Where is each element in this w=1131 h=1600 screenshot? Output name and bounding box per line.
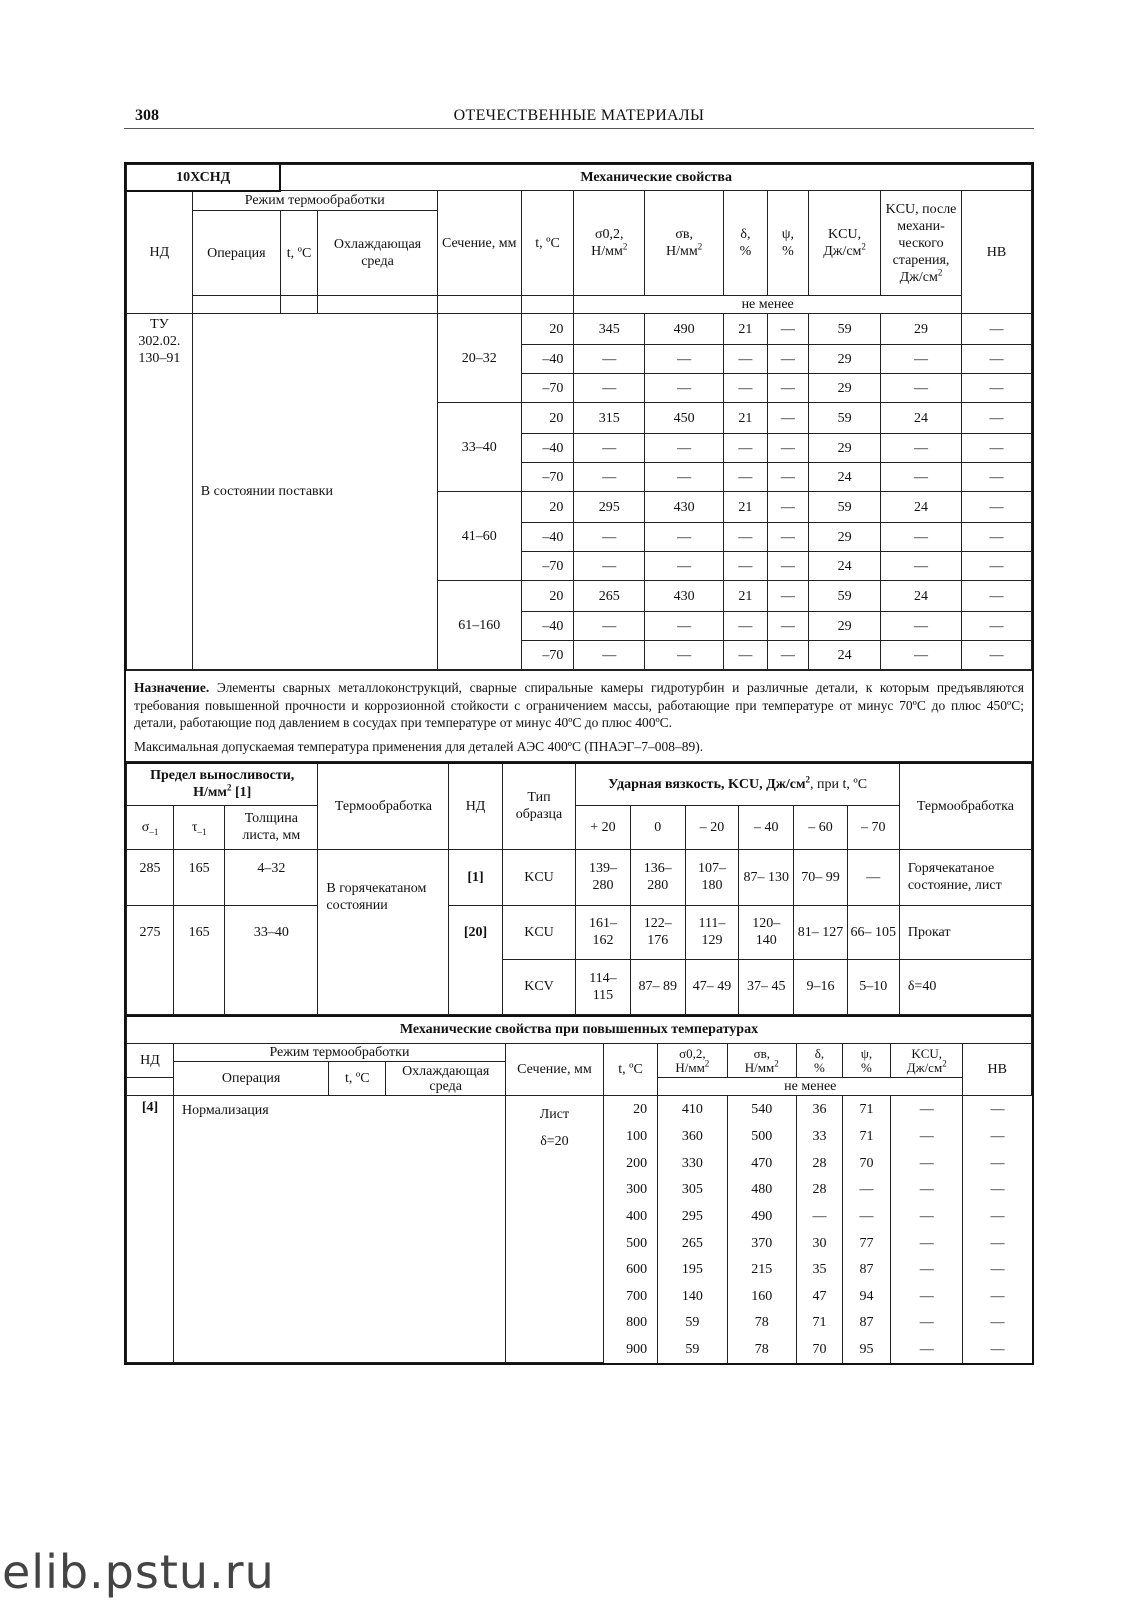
t2-tau-0: 165: [174, 849, 225, 905]
t2-heat-value: В горячекатаном состоянии: [318, 849, 449, 1014]
t2-nd-1: [20]: [449, 905, 502, 1014]
t2-v-2-3: 37– 45: [739, 959, 794, 1014]
t1-cell: —: [574, 434, 645, 463]
t1-cell: —: [961, 434, 1031, 463]
t1-operation-value: В состоянии поставки: [192, 314, 437, 670]
t1-cell: —: [645, 463, 724, 492]
t1-h-kcu: KCU, $Дж/см^2$: [809, 191, 881, 296]
t1-cell: —: [724, 345, 768, 374]
t3-h-temp: t, ºС: [603, 1044, 657, 1096]
page-header: [124, 106, 1034, 129]
t1-h-regime: Режим термообработки: [192, 191, 437, 211]
t1-cell: —: [574, 552, 645, 581]
t1-h-cooling: Охлаждающая среда: [318, 211, 437, 296]
t1-cell: —: [961, 552, 1031, 581]
t3-cell: —: [963, 1096, 1032, 1124]
t1-cell: —: [574, 612, 645, 641]
t1-h-nemenee: не менее: [574, 296, 962, 314]
t2-v-1-0: 161– 162: [576, 905, 630, 959]
t1-cell: 24: [881, 403, 962, 434]
t3-h-kcu: KCU, $Дж/см^2$: [890, 1044, 963, 1078]
t3-cell: —: [963, 1283, 1032, 1310]
t3-cell: 47: [797, 1283, 843, 1310]
t3-cell: 35: [797, 1256, 843, 1283]
t1-cell: 29: [809, 523, 881, 552]
t3-cell: 215: [727, 1256, 796, 1283]
t2-thick-1: 33–40: [225, 905, 318, 1014]
t1-body: [127, 314, 1032, 670]
t2-h-temp-2: – 20: [685, 805, 738, 849]
t3-title: Механические свойства при повышенных температурах: [127, 1016, 1032, 1044]
t3-h-regime: Режим термообработки: [173, 1044, 505, 1062]
t1-h-sv: σв, $Н/мм^2$: [645, 191, 724, 296]
t3-cell: 71: [797, 1310, 843, 1337]
t3-cell: —: [890, 1177, 963, 1204]
t1-cell: 490: [645, 314, 724, 345]
t3-cell: 470: [727, 1150, 796, 1177]
t1-cell: 59: [809, 492, 881, 523]
t1-cell: —: [645, 345, 724, 374]
t3-cell: 28: [797, 1177, 843, 1204]
t1-cell: 430: [645, 581, 724, 612]
t3-cell: 900: [603, 1336, 657, 1363]
t3-nd-value: [4]: [127, 1096, 174, 1363]
t1-cell: —: [767, 523, 809, 552]
grade-label: 10ХСНД: [127, 165, 281, 191]
t3-cell: —: [963, 1310, 1032, 1337]
t2-v-2-5: 5–10: [847, 959, 899, 1014]
t1-cell: –40: [521, 434, 574, 463]
t1-h-gap1: [192, 296, 280, 314]
t1-cell: 20: [521, 314, 574, 345]
t3-cell: —: [842, 1203, 890, 1230]
t1-cell: –70: [521, 552, 574, 581]
t2-v-0-1: 136– 280: [630, 849, 685, 905]
t3-h-gap: [127, 1078, 174, 1096]
t1-cell: —: [961, 523, 1031, 552]
t1-cell: —: [767, 403, 809, 434]
purpose-note: [126, 670, 1032, 762]
t3-cell: 600: [603, 1256, 657, 1283]
t1-cell: —: [767, 581, 809, 612]
t1-cell: —: [881, 463, 962, 492]
t3-cell: —: [963, 1336, 1032, 1363]
t1-h-hb: НВ: [961, 191, 1031, 314]
t3-cell: 490: [727, 1203, 796, 1230]
t1-cell: 21: [724, 492, 768, 523]
t1-cell: —: [767, 492, 809, 523]
t3-cell: 59: [658, 1310, 727, 1337]
t1-title: Механические свойства: [280, 165, 1031, 191]
t2-sigma-1: 275: [127, 905, 174, 1014]
t3-cell: 70: [797, 1336, 843, 1363]
elevated-temperature-table: [126, 1015, 1032, 1364]
t3-cell: 36: [797, 1096, 843, 1124]
t3-cell: 195: [658, 1256, 727, 1283]
t2-v-2-2: 47– 49: [685, 959, 738, 1014]
t1-cell: —: [645, 612, 724, 641]
t1-cell: –40: [521, 612, 574, 641]
t2-v-0-2: 107– 180: [685, 849, 738, 905]
t1-cell: —: [724, 434, 768, 463]
t1-cell: —: [645, 434, 724, 463]
t3-cell: 30: [797, 1230, 843, 1257]
t1-cell: –70: [521, 374, 574, 403]
t1-h-nd: НД: [127, 191, 193, 314]
mechanical-properties-table: [126, 164, 1032, 670]
t2-nd-0: [1]: [449, 849, 502, 905]
t1-cell: —: [574, 374, 645, 403]
t1-cell: 59: [809, 403, 881, 434]
t2-v-2-4: 9–16: [794, 959, 847, 1014]
t1-cell: —: [881, 523, 962, 552]
t3-h-operation: Операция: [173, 1062, 328, 1096]
t3-cell: 700: [603, 1283, 657, 1310]
t3-section-value: [505, 1096, 603, 1363]
t3-cell: 77: [842, 1230, 890, 1257]
t1-cell: –40: [521, 345, 574, 374]
t3-cell: 87: [842, 1256, 890, 1283]
t1-cell: —: [961, 374, 1031, 403]
t3-cell: 95: [842, 1336, 890, 1363]
t3-cell: —: [890, 1096, 963, 1124]
t2-heat-2: δ=40: [899, 959, 1031, 1014]
t2-h-temp-5: – 70: [847, 805, 899, 849]
t3-cell: 71: [842, 1096, 890, 1124]
t3-cell: —: [890, 1336, 963, 1363]
t1-h-section: Сечение, мм: [437, 191, 521, 296]
t1-cell: 265: [574, 581, 645, 612]
t1-cell: 20: [521, 492, 574, 523]
t3-cell: 370: [727, 1230, 796, 1257]
t2-type-1: KCU: [502, 905, 576, 959]
t1-h-gap5: [521, 296, 574, 314]
t3-cell: 160: [727, 1283, 796, 1310]
t3-cell: 360: [658, 1124, 727, 1151]
t3-cell: 540: [727, 1096, 796, 1124]
t1-cell: –40: [521, 523, 574, 552]
t1-section-value: 61–160: [437, 581, 521, 670]
t2-h-temp-4: – 60: [794, 805, 847, 849]
t1-cell: —: [961, 345, 1031, 374]
t1-cell: –70: [521, 641, 574, 670]
t3-h-hb: НВ: [963, 1044, 1032, 1096]
t1-cell: —: [574, 641, 645, 670]
t3-cell: 70: [842, 1150, 890, 1177]
t1-cell: —: [767, 612, 809, 641]
t1-cell: —: [574, 463, 645, 492]
t1-cell: —: [645, 641, 724, 670]
t3-operation-value: Нормализация: [173, 1096, 505, 1363]
t3-cell: 20: [603, 1096, 657, 1124]
t1-cell: —: [881, 434, 962, 463]
t2-v-1-5: 66– 105: [847, 905, 899, 959]
t1-h-gap3: [318, 296, 437, 314]
watermark: elib.pstu.ru: [2, 1545, 275, 1599]
t2-v-0-3: 87– 130: [739, 849, 794, 905]
t1-cell: 24: [881, 581, 962, 612]
t3-cell: 480: [727, 1177, 796, 1204]
purpose-label: Назначение.: [134, 680, 210, 695]
t1-cell: —: [961, 314, 1031, 345]
t3-cell: 330: [658, 1150, 727, 1177]
t1-cell: 29: [809, 434, 881, 463]
t3-h-psi: ψ, %: [842, 1044, 890, 1078]
running-title: ОТЕЧЕСТВЕННЫЕ МАТЕРИАЛЫ: [453, 107, 705, 124]
t1-h-gap4: [437, 296, 521, 314]
t3-cell: —: [890, 1150, 963, 1177]
t2-h-type: Тип образца: [502, 763, 576, 849]
t1-cell: —: [645, 523, 724, 552]
t1-cell: –70: [521, 463, 574, 492]
t1-h-psi: ψ, %: [767, 191, 809, 296]
t3-cell: —: [963, 1230, 1032, 1257]
t3-cell: —: [890, 1283, 963, 1310]
t1-cell: —: [767, 314, 809, 345]
t1-cell: —: [724, 463, 768, 492]
t2-type-0: KCU: [502, 849, 576, 905]
t1-h-t: t, ºС: [280, 211, 317, 296]
t1-cell: —: [767, 552, 809, 581]
t3-cell: —: [963, 1124, 1032, 1151]
t2-v-1-2: 111– 129: [685, 905, 738, 959]
t2-sigma-0: 285: [127, 849, 174, 905]
t1-h-operation: Операция: [192, 211, 280, 296]
t3-cell: 94: [842, 1283, 890, 1310]
t3-cell: —: [890, 1256, 963, 1283]
t2-h-temp-0: + 20: [576, 805, 630, 849]
t3-body: [127, 1096, 1032, 1363]
t2-tau-1: 165: [174, 905, 225, 1014]
t1-cell: —: [724, 374, 768, 403]
t1-section-value: 41–60: [437, 492, 521, 581]
t2-heat-1: Прокат: [899, 905, 1031, 959]
t2-type-2: KCV: [502, 959, 576, 1014]
t1-cell: 21: [724, 581, 768, 612]
page-number: 308: [135, 107, 159, 124]
t3-cell: 28: [797, 1150, 843, 1177]
t1-cell: —: [767, 641, 809, 670]
t3-cell: —: [842, 1177, 890, 1204]
t3-h-s02: σ0,2, $Н/мм^2$: [658, 1044, 727, 1078]
t1-h-delta: δ, %: [724, 191, 768, 296]
t2-v-0-5: —: [847, 849, 899, 905]
t3-cell: 500: [603, 1230, 657, 1257]
t3-row: [127, 1096, 1032, 1124]
t3-cell: 59: [658, 1336, 727, 1363]
purpose-text: Элементы сварных металлоконструкций, сварные спиральные камеры гидротурбин и различные детали, к которым предъявляются требования повышенной прочности и коррозионной стойкости с ограничением массы, работающие при температуре от минус 70ºС до плюс 450ºС; детали, работающие под давлением в сосудах при температуре от минус 40ºС до плюс 400ºС.: [134, 680, 1024, 730]
t1-cell: 450: [645, 403, 724, 434]
t2-thick-0: 4–32: [225, 849, 318, 905]
t2-h-tau: $\tau_{-1}$: [174, 805, 225, 849]
t1-cell: 315: [574, 403, 645, 434]
t1-cell: 24: [809, 641, 881, 670]
t3-cell: 140: [658, 1283, 727, 1310]
t1-h-s02: σ0,2, $Н/мм^2$: [574, 191, 645, 296]
t3-cell: 300: [603, 1177, 657, 1204]
t2-h-impact: Ударная вязкость, KCU, $Дж/см^2$, при t, ºС: [576, 763, 900, 805]
t1-cell: —: [767, 434, 809, 463]
t3-cell: 100: [603, 1124, 657, 1151]
t1-cell: —: [645, 552, 724, 581]
t2-v-0-0: 139– 280: [576, 849, 630, 905]
t2-heat-0: Горячекатаное состояние, лист: [899, 849, 1031, 905]
t3-cell: 78: [727, 1310, 796, 1337]
t1-cell: 345: [574, 314, 645, 345]
t1-row: [127, 314, 1032, 345]
t3-cell: 410: [658, 1096, 727, 1124]
t2-h-thickness: Толщина листа, мм: [225, 805, 318, 849]
t1-cell: —: [881, 641, 962, 670]
t2-h-endurance: Предел выносливости, $Н/мм^2$ [1]: [127, 763, 318, 805]
t3-cell: 71: [842, 1124, 890, 1151]
t2-v-1-4: 81– 127: [794, 905, 847, 959]
t2-v-0-4: 70– 99: [794, 849, 847, 905]
t1-cell: 29: [809, 612, 881, 641]
purpose-text-2: Максимальная допускаемая температура применения для деталей АЭС 400ºС (ПНАЭГ–7–008–89).: [134, 738, 704, 754]
t3-cell: 78: [727, 1336, 796, 1363]
t1-cell: 20: [521, 581, 574, 612]
t1-cell: —: [574, 523, 645, 552]
t3-cell: —: [963, 1177, 1032, 1204]
t1-cell: 24: [881, 492, 962, 523]
t2-h-sigma: $\sigma_{-1}$: [127, 805, 174, 849]
t1-cell: 59: [809, 314, 881, 345]
t3-cell: 295: [658, 1203, 727, 1230]
t2-h-temp-1: 0: [630, 805, 685, 849]
t1-h-gap2: [280, 296, 317, 314]
t3-cell: 87: [842, 1310, 890, 1337]
t3-cell: —: [797, 1203, 843, 1230]
t1-cell: —: [767, 463, 809, 492]
t1-h-kcu-aged: KCU, после механи- ческого старения, $Дж/см^2$: [881, 191, 962, 296]
t1-cell: 295: [574, 492, 645, 523]
t3-h-cooling: Охлаждающая среда: [386, 1062, 506, 1096]
t1-cell: —: [767, 345, 809, 374]
t3-cell: —: [963, 1256, 1032, 1283]
t3-cell: —: [890, 1310, 963, 1337]
t3-cell: 200: [603, 1150, 657, 1177]
t3-h-nemenee: не менее: [658, 1078, 963, 1096]
t1-cell: —: [724, 612, 768, 641]
t1-cell: —: [961, 403, 1031, 434]
t1-cell: 29: [809, 374, 881, 403]
t3-section-line2: δ=20: [540, 1134, 569, 1149]
t3-cell: 305: [658, 1177, 727, 1204]
t1-cell: —: [961, 641, 1031, 670]
t3-cell: —: [890, 1203, 963, 1230]
t3-h-t: t, ºС: [329, 1062, 386, 1096]
t1-cell: —: [724, 641, 768, 670]
material-sheet: [124, 162, 1034, 1365]
t3-section-line1: Лист: [539, 1107, 570, 1122]
t1-cell: —: [881, 374, 962, 403]
t1-cell: —: [881, 552, 962, 581]
t1-section-value: 33–40: [437, 403, 521, 492]
t2-h-heat: Термообработка: [318, 763, 449, 849]
t3-h-nd: НД: [127, 1044, 174, 1078]
t3-cell: 33: [797, 1124, 843, 1151]
t1-cell: —: [574, 345, 645, 374]
t1-cell: 430: [645, 492, 724, 523]
t1-cell: —: [881, 345, 962, 374]
t3-cell: 400: [603, 1203, 657, 1230]
t1-cell: —: [767, 374, 809, 403]
t1-cell: —: [961, 581, 1031, 612]
t2-h-nd: НД: [449, 763, 502, 849]
t3-h-sv: σв, $Н/мм^2$: [727, 1044, 796, 1078]
t3-cell: 265: [658, 1230, 727, 1257]
t1-cell: 20: [521, 403, 574, 434]
t1-cell: —: [724, 552, 768, 581]
t1-cell: 59: [809, 581, 881, 612]
t3-h-section: Сечение, мм: [505, 1044, 603, 1096]
t1-section-value: 20–32: [437, 314, 521, 403]
t3-cell: —: [890, 1124, 963, 1151]
t2-v-1-3: 120– 140: [739, 905, 794, 959]
t1-cell: —: [961, 463, 1031, 492]
t2-v-2-1: 87– 89: [630, 959, 685, 1014]
t1-h-temp: t, ºС: [521, 191, 574, 296]
t1-cell: 29: [881, 314, 962, 345]
t1-cell: 24: [809, 552, 881, 581]
t3-cell: —: [963, 1203, 1032, 1230]
t2-h-heat2: Термообработка: [899, 763, 1031, 849]
t1-cell: —: [961, 492, 1031, 523]
t3-cell: 800: [603, 1310, 657, 1337]
t1-cell: 21: [724, 314, 768, 345]
t1-cell: —: [961, 612, 1031, 641]
t1-cell: —: [881, 612, 962, 641]
t2-v-1-1: 122– 176: [630, 905, 685, 959]
t1-cell: —: [645, 374, 724, 403]
t2-h-temp-3: – 40: [739, 805, 794, 849]
endurance-impact-table: [126, 762, 1032, 1015]
t1-cell: —: [724, 523, 768, 552]
t1-cell: 29: [809, 345, 881, 374]
t3-cell: 500: [727, 1124, 796, 1151]
t1-cell: 21: [724, 403, 768, 434]
t2-v-2-0: 114– 115: [576, 959, 630, 1014]
t3-h-delta: δ, %: [797, 1044, 843, 1078]
t1-cell: 24: [809, 463, 881, 492]
t3-cell: —: [963, 1150, 1032, 1177]
t3-cell: —: [890, 1230, 963, 1257]
t1-nd-value: ТУ 302.02. 130–91: [127, 314, 193, 670]
